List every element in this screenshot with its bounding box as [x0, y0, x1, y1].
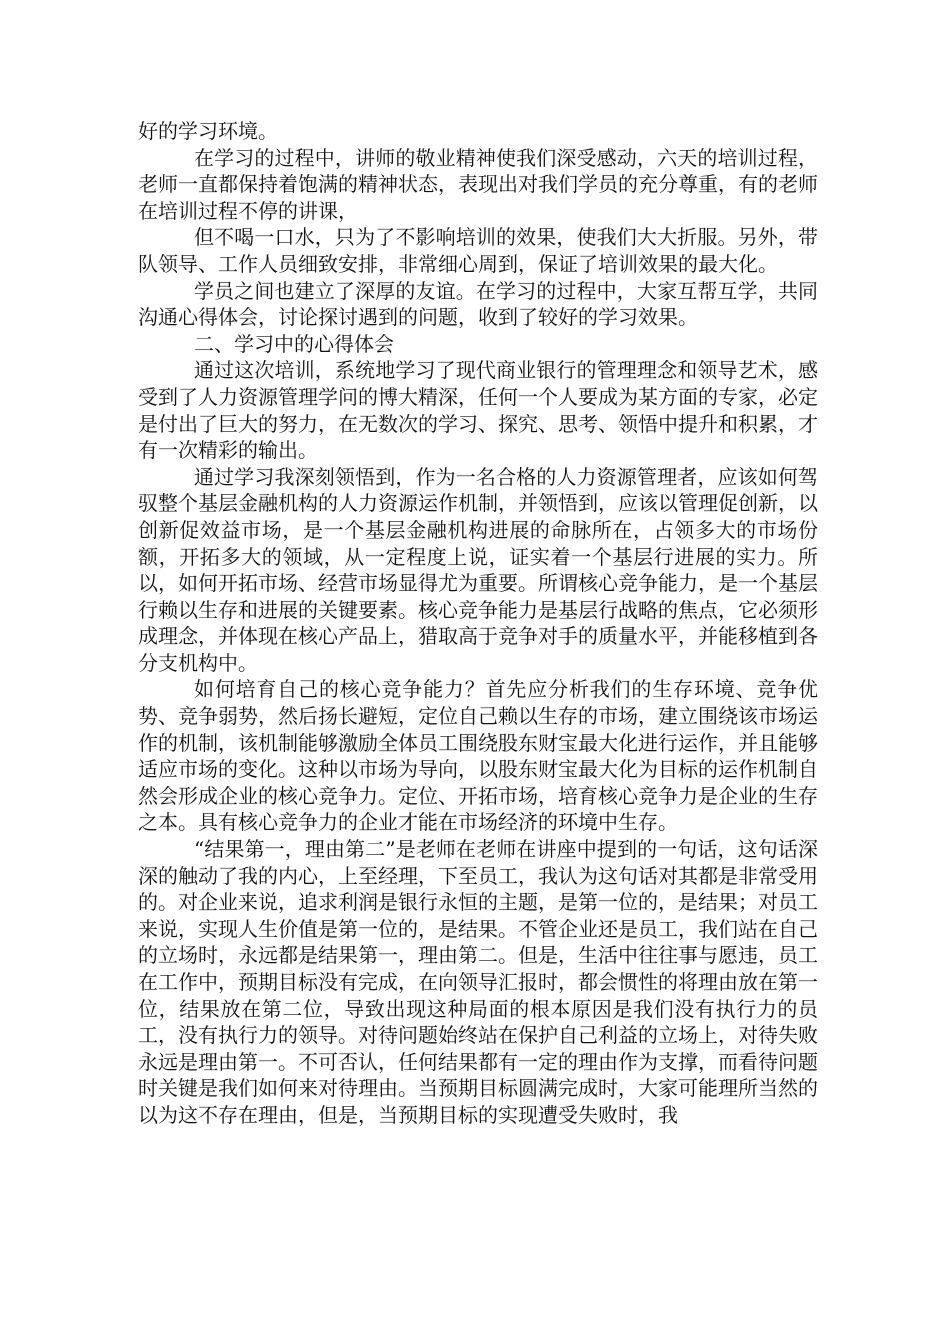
paragraph-7: 如何培育自己的核心竞争能力？首先应分析我们的生存环境、竞争优势、竞争弱势，然后扬长避短，定位自己赖以生存的市场，建立围绕该市场运作的机制，该机制能够激励全体员工围绕股东财宝最大化进行运作，并且能够适应市场的变化。这种以市场为导向，以股东财宝最大化为目标的运作机制自然会形成企业的核心竞争力。定位、开拓市场，培育核心竞争力是企业的生存之本。具有核心竞争力的企业才能在市场经济的环境中生存。: [138, 677, 818, 835]
paragraph-8: “结果第一，理由第二”是老师在老师在讲座中提到的一句话，这句话深深的触动了我的内心，上至经理，下至员工，我认为这句话对其都是非常受用的。对企业来说，追求利润是银行永恒的主题，是第一位的，是结果；对员工来说，实现人生价值是第一位的，是结果。不管企业还是员工，我们站在自己的立场时，永远都是结果第一，理由第二。但是，生活中往往事与愿违，员工在工作中，预期目标没有完成，在向领导汇报时，都会惯性的将理由放在第一位，结果放在第二位，导致出现这种局面的根本原因是我们没有执行力的员工，没有执行力的领导。对待问题始终站在保护自己利益的立场上，对待失败永远是理由第一。不可否认，任何结果都有一定的理由作为支撑，而看待问题时关键是我们如何来对待理由。当预期目标圆满完成时，大家可能理所当然的以为这不存在理由，但是，当预期目标的实现遭受失败时，我: [138, 837, 818, 1127]
paragraph-5: 通过这次培训，系统地学习了现代商业银行的管理理念和领导艺术，感受到了人力资源管理学问的博大精深，任何一个人要成为某方面的专家，必定是付出了巨大的努力，在无数次的学习、探究、思考、领悟中提升和积累，才有一次精彩的输出。: [138, 358, 818, 463]
section-heading: 二、学习中的心得体会: [194, 331, 394, 356]
paragraph-2: 在学习的过程中，讲师的敬业精神使我们深受感动，六天的培训过程，老师一直都保持着饱满的精神状态，表现出对我们学员的充分尊重，有的老师在培训过程不停的讲课，: [138, 145, 818, 223]
paragraph-1: 好的学习环境。: [138, 119, 278, 143]
document-body: [138, 118, 818, 1129]
paragraph-6: 通过学习我深刻领悟到，作为一名合格的人力资源管理者，应该如何驾驭整个基层金融机构的人力资源运作机制，并领悟到，应该以管理促创新，以创新促效益市场，是一个基层金融机构进展的命脉所在，占领多大的市场份额，开拓多大的领域，从一定程度上说，证实着一个基层行进展的实力。所以，如何开拓市场、经营市场显得尤为重要。所谓核心竞争能力，是一个基层行赖以生存和进展的关键要素。核心竞争能力是基层行战略的焦点，它必须形成理念，并体现在核心产品上，猎取高于竞争对手的质量水平，并能移植到各分支机构中。: [138, 464, 818, 675]
paragraph-3: 但不喝一口水，只为了不影响培训的效果，使我们大大折服。另外，带队领导、工作人员细致安排，非常细心周到，保证了培训效果的最大化。: [138, 225, 818, 276]
paragraph-4: 学员之间也建立了深厚的友谊。在学习的过程中，大家互帮互学，共同沟通心得体会，讨论探讨遇到的问题，收到了较好的学习效果。: [138, 278, 818, 330]
